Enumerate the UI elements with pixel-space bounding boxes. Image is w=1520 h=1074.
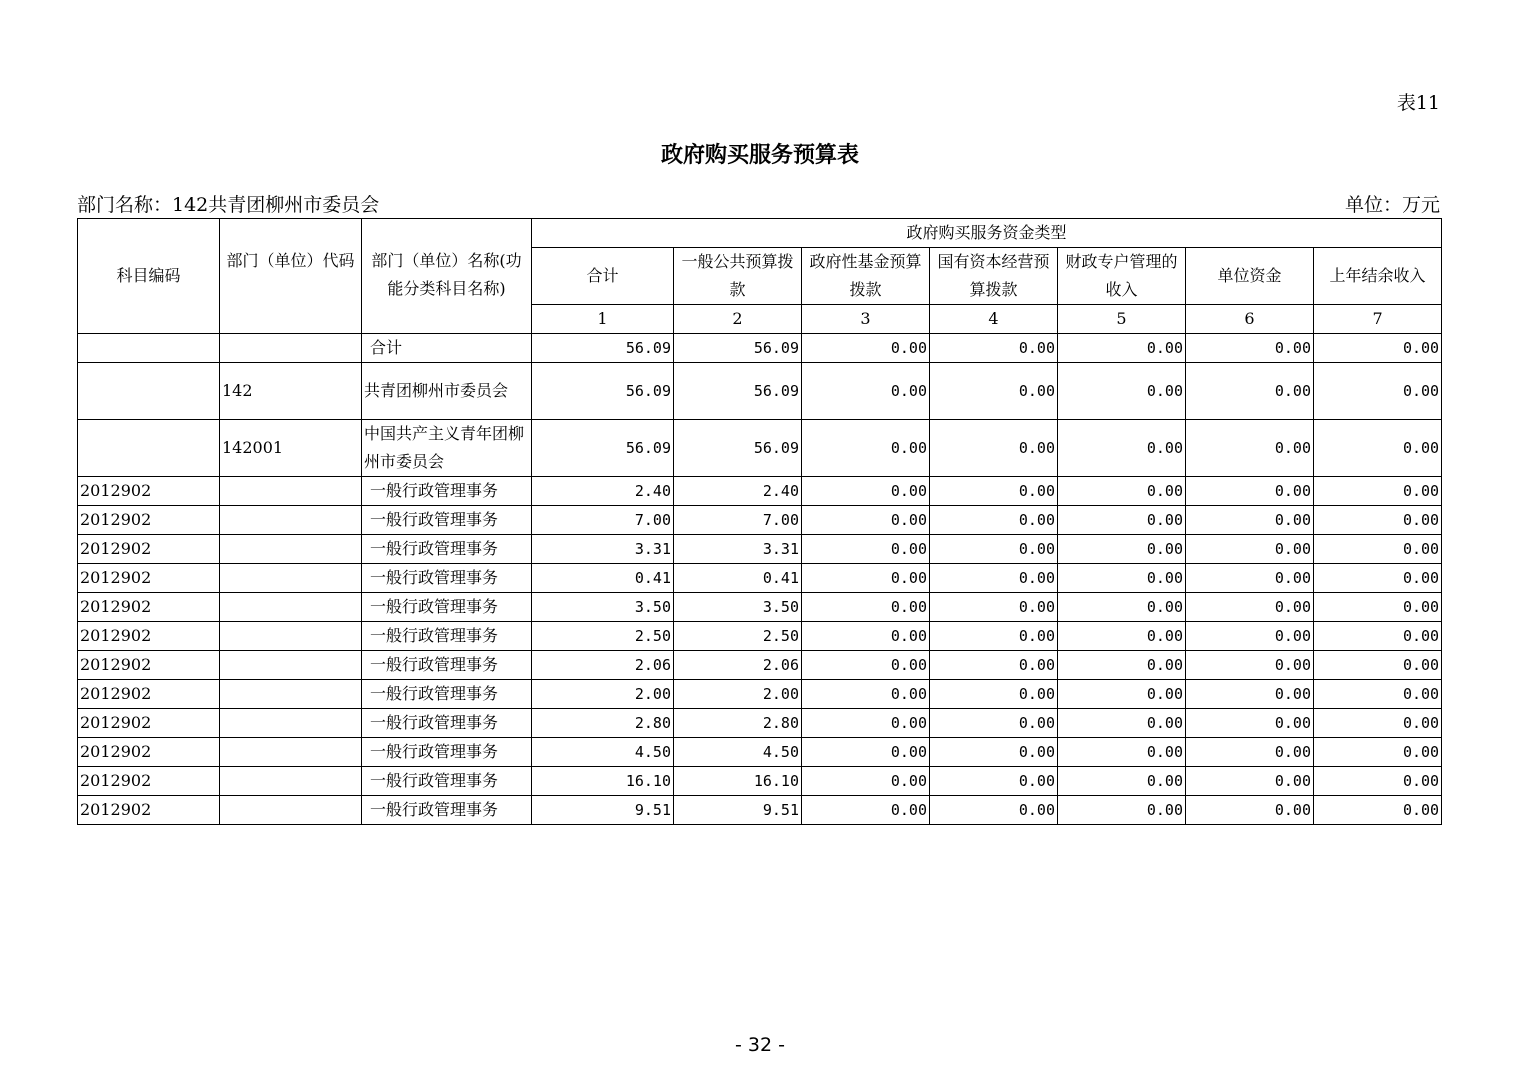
dept-name-cell: 一般行政管理事务 bbox=[362, 767, 532, 796]
value-cell: 0.00 bbox=[1314, 796, 1442, 825]
header-dept-code: 部门（单位）代码 bbox=[220, 219, 362, 334]
value-cell: 0.00 bbox=[802, 420, 930, 477]
table-row bbox=[78, 767, 1442, 796]
value-cell: 2.50 bbox=[674, 622, 802, 651]
value-cell: 0.00 bbox=[930, 680, 1058, 709]
subject-code-cell: 2012902 bbox=[78, 477, 220, 506]
value-cell: 9.51 bbox=[532, 796, 674, 825]
value-cell: 0.00 bbox=[1058, 738, 1186, 767]
value-cell: 0.00 bbox=[802, 593, 930, 622]
page-number: - 32 - bbox=[735, 1034, 785, 1056]
dept-code-cell bbox=[220, 593, 362, 622]
subject-code-cell: 2012902 bbox=[78, 738, 220, 767]
value-cell: 0.00 bbox=[1058, 767, 1186, 796]
value-cell: 56.09 bbox=[674, 363, 802, 420]
value-cell: 0.00 bbox=[1186, 593, 1314, 622]
table-row bbox=[78, 622, 1442, 651]
value-cell: 16.10 bbox=[532, 767, 674, 796]
value-cell: 0.00 bbox=[802, 334, 930, 363]
dept-name-cell: 共青团柳州市委员会 bbox=[362, 363, 532, 420]
dept-name-cell: 一般行政管理事务 bbox=[362, 622, 532, 651]
value-cell: 7.00 bbox=[532, 506, 674, 535]
dept-name-cell: 一般行政管理事务 bbox=[362, 477, 532, 506]
subject-code-cell: 2012902 bbox=[78, 680, 220, 709]
value-cell: 0.00 bbox=[930, 363, 1058, 420]
value-cell: 0.00 bbox=[802, 738, 930, 767]
value-cell: 0.00 bbox=[1186, 796, 1314, 825]
value-cell: 0.00 bbox=[1314, 363, 1442, 420]
value-cell: 0.00 bbox=[1186, 477, 1314, 506]
value-cell: 0.00 bbox=[930, 622, 1058, 651]
value-cell: 0.00 bbox=[1314, 334, 1442, 363]
value-cell: 0.00 bbox=[930, 535, 1058, 564]
dept-code-cell: 142 bbox=[220, 363, 362, 420]
value-cell: 0.00 bbox=[1186, 363, 1314, 420]
unit-label: 单位：万元 bbox=[1344, 194, 1440, 216]
value-cell: 0.00 bbox=[1314, 506, 1442, 535]
page-title: 政府购买服务预算表 bbox=[660, 143, 859, 168]
value-cell: 0.00 bbox=[1186, 738, 1314, 767]
table-row bbox=[78, 420, 1442, 477]
dept-code-cell bbox=[220, 506, 362, 535]
value-cell: 2.06 bbox=[674, 651, 802, 680]
value-cell: 56.09 bbox=[532, 420, 674, 477]
subject-code-cell: 2012902 bbox=[78, 506, 220, 535]
value-cell: 0.00 bbox=[802, 477, 930, 506]
table-row bbox=[78, 796, 1442, 825]
subject-code-cell: 2012902 bbox=[78, 796, 220, 825]
value-cell: 0.00 bbox=[1058, 709, 1186, 738]
value-cell: 2.06 bbox=[532, 651, 674, 680]
dept-name-cell: 一般行政管理事务 bbox=[362, 564, 532, 593]
dept-code-cell bbox=[220, 477, 362, 506]
dept-code-cell bbox=[220, 767, 362, 796]
header-col-number: 6 bbox=[1186, 305, 1314, 334]
table-row bbox=[78, 593, 1442, 622]
dept-name-cell: 一般行政管理事务 bbox=[362, 535, 532, 564]
value-cell: 0.00 bbox=[1058, 506, 1186, 535]
value-cell: 56.09 bbox=[532, 334, 674, 363]
value-cell: 3.50 bbox=[674, 593, 802, 622]
header-col-number: 5 bbox=[1058, 305, 1186, 334]
value-cell: 2.00 bbox=[674, 680, 802, 709]
header-col-3: 政府性基金预算拨款 bbox=[802, 248, 930, 305]
header-col-number: 4 bbox=[930, 305, 1058, 334]
subject-code-cell bbox=[78, 363, 220, 420]
value-cell: 0.00 bbox=[1058, 334, 1186, 363]
value-cell: 0.00 bbox=[1186, 535, 1314, 564]
value-cell: 0.00 bbox=[1186, 622, 1314, 651]
value-cell: 0.00 bbox=[930, 564, 1058, 593]
table-row bbox=[78, 651, 1442, 680]
value-cell: 0.00 bbox=[1058, 680, 1186, 709]
value-cell: 0.00 bbox=[1186, 767, 1314, 796]
subject-code-cell: 2012902 bbox=[78, 593, 220, 622]
value-cell: 3.50 bbox=[532, 593, 674, 622]
value-cell: 0.00 bbox=[1314, 535, 1442, 564]
value-cell: 0.00 bbox=[802, 363, 930, 420]
header-subject-code: 科目编码 bbox=[78, 219, 220, 334]
value-cell: 0.00 bbox=[1058, 535, 1186, 564]
value-cell: 0.00 bbox=[802, 767, 930, 796]
header-col-number: 1 bbox=[532, 305, 674, 334]
header-col-number: 7 bbox=[1314, 305, 1442, 334]
table-row bbox=[78, 709, 1442, 738]
subject-code-cell bbox=[78, 420, 220, 477]
value-cell: 0.00 bbox=[930, 420, 1058, 477]
value-cell: 0.00 bbox=[802, 680, 930, 709]
value-cell: 0.00 bbox=[930, 506, 1058, 535]
value-cell: 0.00 bbox=[930, 334, 1058, 363]
value-cell: 0.00 bbox=[802, 622, 930, 651]
value-cell: 0.00 bbox=[930, 651, 1058, 680]
header-col-6: 单位资金 bbox=[1186, 248, 1314, 305]
subject-code-cell: 2012902 bbox=[78, 651, 220, 680]
value-cell: 3.31 bbox=[532, 535, 674, 564]
value-cell: 0.00 bbox=[1186, 420, 1314, 477]
table-row bbox=[78, 564, 1442, 593]
value-cell: 56.09 bbox=[532, 363, 674, 420]
value-cell: 0.00 bbox=[930, 709, 1058, 738]
value-cell: 0.00 bbox=[802, 564, 930, 593]
table-number: 表11 bbox=[1396, 92, 1440, 114]
header-dept-name: 部门（单位）名称(功能分类科目名称) bbox=[362, 219, 532, 334]
subject-code-cell: 2012902 bbox=[78, 564, 220, 593]
dept-name-cell: 一般行政管理事务 bbox=[362, 506, 532, 535]
value-cell: 0.00 bbox=[930, 477, 1058, 506]
value-cell: 0.00 bbox=[1058, 622, 1186, 651]
value-cell: 0.00 bbox=[1314, 767, 1442, 796]
value-cell: 56.09 bbox=[674, 334, 802, 363]
value-cell: 0.00 bbox=[1058, 593, 1186, 622]
department-label: 部门名称：142共青团柳州市委员会 bbox=[77, 194, 380, 216]
dept-name-cell: 一般行政管理事务 bbox=[362, 680, 532, 709]
value-cell: 0.00 bbox=[1186, 680, 1314, 709]
dept-name-cell: 中国共产主义青年团柳州市委员会 bbox=[362, 420, 532, 477]
header-col-7: 上年结余收入 bbox=[1314, 248, 1442, 305]
value-cell: 0.00 bbox=[1314, 622, 1442, 651]
value-cell: 7.00 bbox=[674, 506, 802, 535]
dept-code-cell bbox=[220, 651, 362, 680]
header-col-number: 3 bbox=[802, 305, 930, 334]
value-cell: 0.00 bbox=[1314, 709, 1442, 738]
value-cell: 9.51 bbox=[674, 796, 802, 825]
dept-name-cell: 一般行政管理事务 bbox=[362, 651, 532, 680]
value-cell: 2.80 bbox=[674, 709, 802, 738]
budget-table bbox=[77, 218, 1442, 825]
value-cell: 0.00 bbox=[930, 738, 1058, 767]
value-cell: 0.00 bbox=[1186, 651, 1314, 680]
value-cell: 0.00 bbox=[1186, 506, 1314, 535]
dept-name-cell: 一般行政管理事务 bbox=[362, 593, 532, 622]
table-row bbox=[78, 477, 1442, 506]
value-cell: 0.00 bbox=[1058, 363, 1186, 420]
dept-name-cell: 一般行政管理事务 bbox=[362, 709, 532, 738]
header-col-number: 2 bbox=[674, 305, 802, 334]
value-cell: 3.31 bbox=[674, 535, 802, 564]
value-cell: 2.80 bbox=[532, 709, 674, 738]
value-cell: 0.00 bbox=[1314, 593, 1442, 622]
table-row bbox=[78, 506, 1442, 535]
value-cell: 2.50 bbox=[532, 622, 674, 651]
value-cell: 0.00 bbox=[1314, 564, 1442, 593]
value-cell: 0.00 bbox=[1314, 477, 1442, 506]
subject-code-cell: 2012902 bbox=[78, 767, 220, 796]
dept-code-cell bbox=[220, 709, 362, 738]
value-cell: 0.00 bbox=[1058, 477, 1186, 506]
value-cell: 0.00 bbox=[1314, 680, 1442, 709]
dept-code-cell bbox=[220, 796, 362, 825]
subject-code-cell: 2012902 bbox=[78, 709, 220, 738]
value-cell: 0.00 bbox=[1314, 420, 1442, 477]
table-row bbox=[78, 363, 1442, 420]
dept-code-cell: 142001 bbox=[220, 420, 362, 477]
dept-code-cell bbox=[220, 738, 362, 767]
subject-code-cell bbox=[78, 334, 220, 363]
value-cell: 4.50 bbox=[532, 738, 674, 767]
dept-code-cell bbox=[220, 334, 362, 363]
value-cell: 56.09 bbox=[674, 420, 802, 477]
header-fund-type: 政府购买服务资金类型 bbox=[532, 219, 1442, 248]
value-cell: 0.00 bbox=[1314, 651, 1442, 680]
value-cell: 0.00 bbox=[802, 709, 930, 738]
value-cell: 0.00 bbox=[930, 796, 1058, 825]
value-cell: 0.00 bbox=[1314, 738, 1442, 767]
table-row bbox=[78, 334, 1442, 363]
table-row bbox=[78, 738, 1442, 767]
table-row bbox=[78, 535, 1442, 564]
value-cell: 4.50 bbox=[674, 738, 802, 767]
value-cell: 0.00 bbox=[802, 506, 930, 535]
dept-name-cell: 一般行政管理事务 bbox=[362, 738, 532, 767]
dept-name-cell: 一般行政管理事务 bbox=[362, 796, 532, 825]
header-col-4: 国有资本经营预算拨款 bbox=[930, 248, 1058, 305]
subject-code-cell: 2012902 bbox=[78, 535, 220, 564]
value-cell: 0.41 bbox=[532, 564, 674, 593]
value-cell: 0.00 bbox=[1186, 709, 1314, 738]
header-col-2: 一般公共预算拨款 bbox=[674, 248, 802, 305]
dept-code-cell bbox=[220, 622, 362, 651]
value-cell: 0.00 bbox=[802, 651, 930, 680]
value-cell: 16.10 bbox=[674, 767, 802, 796]
value-cell: 0.00 bbox=[1058, 651, 1186, 680]
header-col-1: 合计 bbox=[532, 248, 674, 305]
dept-name-cell: 合计 bbox=[362, 334, 532, 363]
header-col-5: 财政专户管理的收入 bbox=[1058, 248, 1186, 305]
value-cell: 0.00 bbox=[930, 767, 1058, 796]
value-cell: 0.41 bbox=[674, 564, 802, 593]
value-cell: 0.00 bbox=[1058, 420, 1186, 477]
subject-code-cell: 2012902 bbox=[78, 622, 220, 651]
dept-code-cell bbox=[220, 535, 362, 564]
value-cell: 2.00 bbox=[532, 680, 674, 709]
value-cell: 0.00 bbox=[1186, 564, 1314, 593]
value-cell: 0.00 bbox=[802, 796, 930, 825]
value-cell: 2.40 bbox=[674, 477, 802, 506]
value-cell: 0.00 bbox=[1058, 564, 1186, 593]
dept-code-cell bbox=[220, 564, 362, 593]
table-row bbox=[78, 680, 1442, 709]
value-cell: 2.40 bbox=[532, 477, 674, 506]
value-cell: 0.00 bbox=[1058, 796, 1186, 825]
dept-code-cell bbox=[220, 680, 362, 709]
value-cell: 0.00 bbox=[930, 593, 1058, 622]
value-cell: 0.00 bbox=[1186, 334, 1314, 363]
value-cell: 0.00 bbox=[802, 535, 930, 564]
